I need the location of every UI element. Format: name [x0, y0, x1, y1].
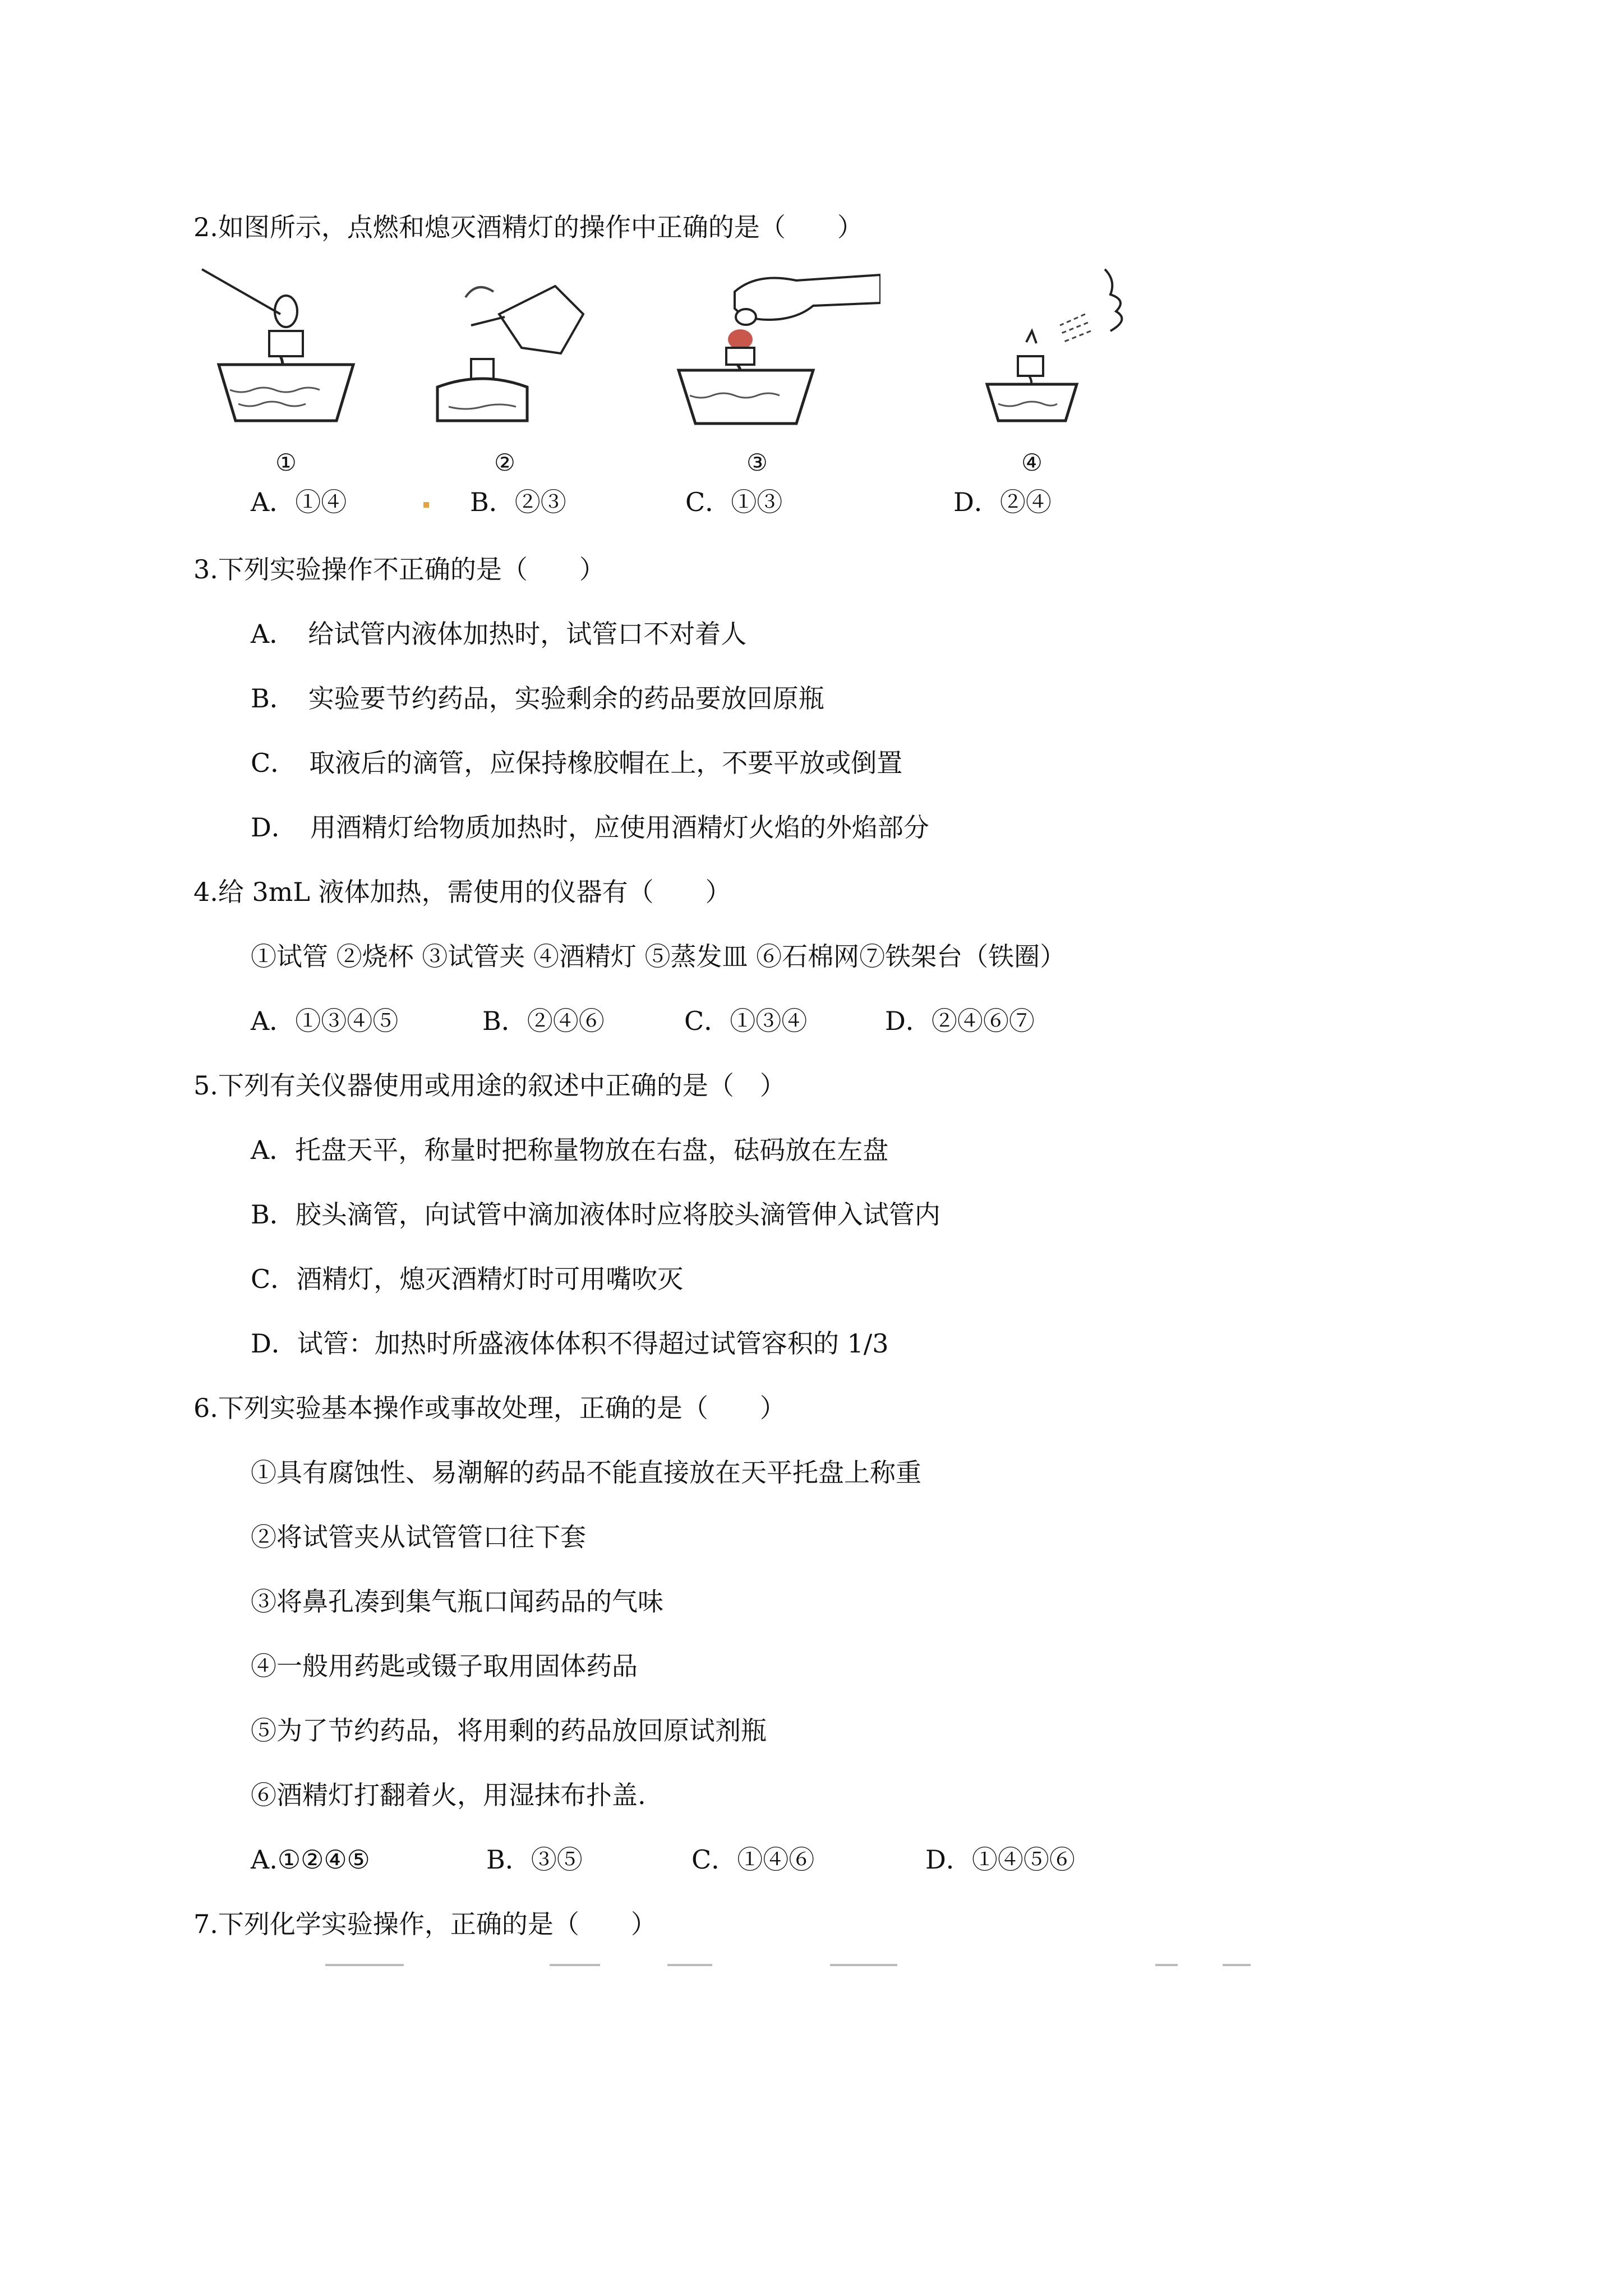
q6-stem: 6.下列实验基本操作或事故处理，正确的是（ ）	[193, 1393, 786, 1423]
q6-item-4: ④一般用药匙或镊子取用固体药品	[251, 1651, 638, 1681]
q5-option-d: D．试管：加热时所盛液体体积不得超过试管容积的 1/3	[251, 1328, 889, 1359]
cropped-figure-fragments	[314, 1961, 1267, 1972]
fragment	[1155, 1964, 1178, 1966]
q2-choice-a: A．①④	[251, 487, 347, 517]
q6-choice-d: D．①④⑤⑥	[925, 1844, 1075, 1875]
fragment	[325, 1964, 404, 1966]
q6-item-3: ③将鼻孔凑到集气瓶口闻药品的气味	[251, 1586, 663, 1617]
figure-label-2: ②	[494, 449, 515, 476]
q6-item-6: ⑥酒精灯打翻着火，用湿抹布扑盖.	[251, 1780, 646, 1810]
q3-option-b: B． 实验要节约药品，实验剩余的药品要放回原瓶	[251, 683, 824, 714]
q5-option-a: A．托盘天平，称量时把称量物放在右盘，砝码放在左盘	[251, 1135, 889, 1165]
fragment	[1223, 1964, 1251, 1966]
alcohol-lamp-stick-icon	[196, 264, 376, 449]
alcohol-lamp-figure-3	[667, 264, 880, 477]
figure-label-1: ①	[275, 449, 297, 476]
alcohol-lamp-figure-2	[415, 264, 594, 477]
alcohol-lamp-pour-icon	[415, 264, 594, 449]
q6-choice-b: B．③⑤	[486, 1844, 583, 1875]
fragment	[550, 1964, 600, 1966]
fragment	[830, 1964, 897, 1966]
q6-item-5: ⑤为了节约药品，将用剩的药品放回原试剂瓶	[251, 1715, 767, 1746]
alcohol-lamp-blow-icon	[976, 264, 1161, 449]
q6-choice-a: A.①②④⑤	[251, 1844, 370, 1875]
q6-choice-c: C．①④⑥	[691, 1844, 815, 1875]
q4-choice-a: A．①③④⑤	[251, 1006, 399, 1036]
figure-label-4: ④	[1021, 449, 1043, 476]
q3-option-c: C． 取液后的滴管，应保持橡胶帽在上，不要平放或倒置	[251, 748, 903, 778]
q2-figures	[196, 264, 1150, 477]
q2-stem: 2.如图所示，点燃和熄灭酒精灯的操作中正确的是（ ）	[193, 212, 863, 242]
q2-choice-b: B．②③	[470, 487, 566, 517]
q4-stem: 4.给 3mL 液体加热，需使用的仪器有（ ）	[193, 877, 731, 907]
figure-label-3: ③	[746, 449, 768, 476]
alcohol-lamp-figure-4	[976, 264, 1161, 477]
q4-choice-b: B．②④⑥	[482, 1006, 605, 1036]
q2-choice-c: C．①③	[685, 487, 783, 517]
q3-stem: 3.下列实验操作不正确的是（ ）	[193, 554, 605, 585]
q3-option-d: D． 用酒精灯给物质加热时，应使用酒精灯火焰的外焰部分	[251, 812, 929, 843]
q5-option-b: B．胶头滴管，向试管中滴加液体时应将胶头滴管伸入试管内	[251, 1199, 940, 1230]
q3-option-a: A． 给试管内液体加热时，试管口不对着人	[251, 619, 747, 649]
q4-items: ①试管 ②烧杯 ③试管夹 ④酒精灯 ⑤蒸发皿 ⑥石棉网⑦铁架台（铁圈）	[251, 941, 1066, 972]
q7-stem: 7.下列化学实验操作，正确的是（ ）	[193, 1909, 657, 1939]
q4-choice-d: D．②④⑥⑦	[885, 1006, 1035, 1036]
q6-item-2: ②将试管夹从试管管口往下套	[251, 1522, 586, 1552]
fragment	[667, 1964, 712, 1966]
decorative-dot	[423, 502, 429, 508]
q5-option-c: C．酒精灯，熄灭酒精灯时可用嘴吹灭	[251, 1264, 684, 1294]
q2-choice-d: D．②④	[953, 487, 1052, 517]
alcohol-lamp-figure-1	[196, 264, 376, 477]
q5-stem: 5.下列有关仪器使用或用途的叙述中正确的是（ ）	[193, 1070, 786, 1101]
q4-choice-c: C．①③④	[684, 1006, 808, 1036]
q6-item-1: ①具有腐蚀性、易潮解的药品不能直接放在天平托盘上称重	[251, 1457, 921, 1488]
alcohol-lamp-cap-hand-icon	[667, 264, 880, 449]
